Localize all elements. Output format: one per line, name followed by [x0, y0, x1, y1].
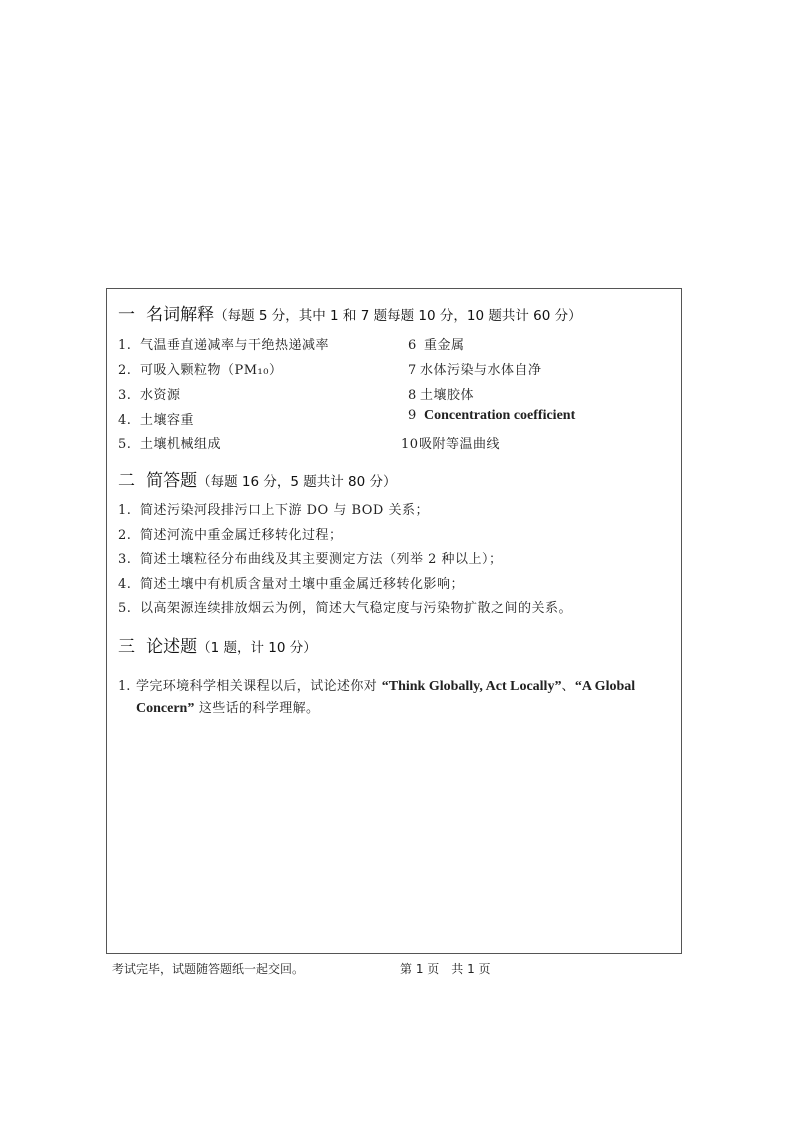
term-item-4: 4. 土壤容重 — [118, 413, 195, 428]
section1-heading — [118, 300, 582, 325]
section3-title: 论述题 — [146, 637, 198, 657]
question-item-3: 3. 简述土壤粒径分布曲线及其主要测定方法（列举 2 种以上）； — [118, 552, 503, 567]
page-indicator: 第 1 页 共 1 页 — [400, 962, 491, 976]
section1-title: 名词解释 — [146, 305, 215, 325]
essay-item-1: 1. 学完环境科学相关课程以后，试论述你对 “Think Globally, Act Locally”、“A Global Concern” 这些话的科学理解。 — [118, 679, 636, 716]
question-item-5: 5. 以高架源连续排放烟云为例，简述大气稳定度与污染物扩散之间的关系。 — [118, 601, 573, 616]
section3-numeral: 三 — [118, 637, 135, 657]
exam-frame — [106, 288, 682, 954]
question-item-2: 2. 简述河流中重金属迁移转化过程； — [118, 528, 343, 543]
term-item-3: 3. 水资源 — [118, 388, 181, 403]
footer-note: 考试完毕，试题随答题纸一起交回。 — [112, 962, 305, 976]
question-item-4: 4. 简述土壤中有机质含量对土壤中重金属迁移转化影响； — [118, 577, 465, 592]
term-item-8: 8 土壤胶体 — [408, 388, 475, 403]
section2-heading — [118, 466, 397, 491]
term-item-10: 10吸附等温曲线 — [401, 437, 501, 452]
section3-heading — [118, 632, 317, 657]
term-item-9: 9 Concentration coefficient — [408, 408, 576, 423]
section1-numeral: 一 — [118, 305, 135, 325]
term-item-6: 6 重金属 — [408, 338, 465, 353]
section2-numeral: 二 — [118, 471, 135, 491]
question-item-1: 1. 简述污染河段排污口上下游 DO 与 BOD 关系； — [118, 503, 429, 518]
section1-note: （每题 5 分，其中 1 和 7 题每题 10 分，10 题共计 60 分） — [214, 308, 582, 324]
section2-note: （每题 16 分，5 题共计 80 分） — [197, 474, 397, 490]
section2-title: 简答题 — [146, 471, 198, 491]
section3-note: （1 题，计 10 分） — [197, 640, 317, 656]
term-item-7: 7 水体污染与水体自净 — [408, 363, 542, 378]
term-item-2: 2. 可吸入颗粒物（PM₁₀） — [118, 363, 283, 378]
term-item-5: 5. 土壤机械组成 — [118, 437, 222, 452]
term-item-1: 1. 气温垂直递减率与干绝热递减率 — [118, 338, 330, 353]
